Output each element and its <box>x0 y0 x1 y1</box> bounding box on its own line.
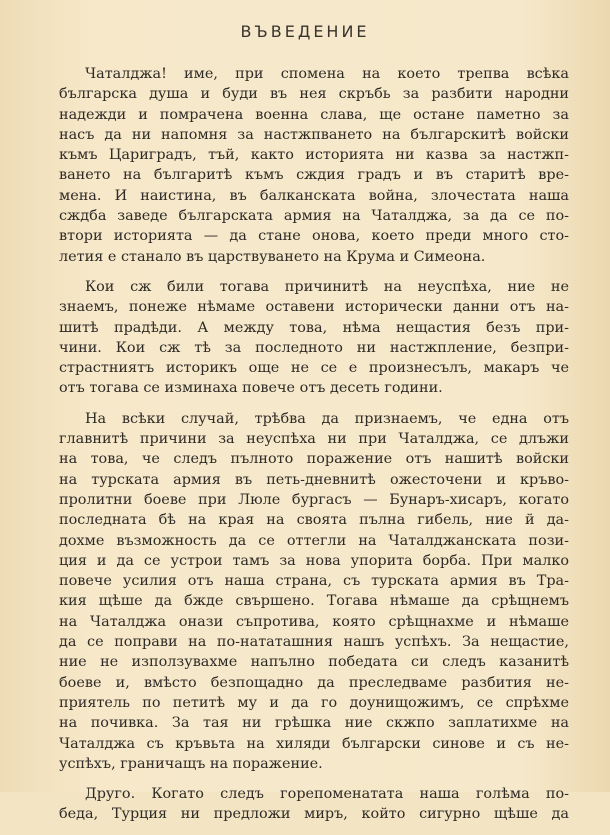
paragraph <box>59 409 569 774</box>
text-line: На всѣки случай, трѣбва да признаемъ, че една отъ <box>85 410 569 427</box>
text-line: последната бѣ на края на своята пълна гибель, ние й да- <box>59 512 569 529</box>
text-line: сждба заведе българската армия на Чаталджа, за да се по- <box>59 208 569 225</box>
text-line: ция и да се устрои тамъ за нова упорита борба. При малко <box>59 552 569 569</box>
text-line: приятель по петитѣ му и да го доунищожимъ, се спрѣхме <box>59 694 569 711</box>
text-line: успѣхъ, граничащъ на поражение. <box>59 755 323 772</box>
text-line: Кои сж били тогава причинитѣ на неуспѣха, ние не <box>85 278 569 295</box>
text-line: ването на българитѣ къмъ сждия градъ и въ старитѣ вре- <box>59 167 569 184</box>
text-line: на почивка. За тая ни грѣшка ние скжпо заплатихме на <box>59 715 569 732</box>
text-line: беда, Турция ни предложи миръ, който сигурно щѣше да <box>59 806 569 823</box>
text-line: на турската армия въ петь-дневнитѣ ожесточени и кръво- <box>59 471 569 488</box>
text-line: мена. И наистина, въ балканската война, злочестата наша <box>59 187 569 204</box>
text-line: надежди и помрачена военна слава, ще остане паметно за <box>59 106 569 123</box>
paragraph <box>59 784 569 825</box>
text-line: насъ да ни напомня за настжпването на българскитѣ войски <box>59 126 569 143</box>
text-line: Чаталджа съ кръвьта на хиляди български синове и съ не- <box>59 735 569 752</box>
text-line: страстниятъ историкъ още не се е произнесълъ, макаръ че <box>59 360 569 377</box>
text-line: Чаталджа! име, при спомена на което трепва всѣка <box>85 66 569 82</box>
text-line: главнитѣ причини за неуспѣха ни при Чаталджа, се длъжи <box>59 431 569 448</box>
text-line: Друго. Когато следъ горепоменатата наша голѣма по- <box>85 786 569 803</box>
text-line: чини. Кои сж тѣ за последното ни настжпление, безпри- <box>59 339 569 356</box>
text-line: боеве и, вмѣсто безпощадно да преследваме разбития не- <box>59 674 569 691</box>
text-line: пролитни боеве при Люле бургасъ — Бунаръ-хисаръ, когато <box>59 491 569 508</box>
text-line: на Чаталджа онази съпротива, която срѣщнахме и нѣмаше <box>59 613 569 630</box>
text-line: на това, че следъ пълното поражение отъ нашитѣ войски <box>59 451 569 468</box>
paragraph <box>59 64 569 267</box>
text-line: повече усилия отъ наша страна, съ турската армия въ Тра- <box>59 573 569 590</box>
text-line: да се поправи на по-нататашния нашъ успѣхъ. За нещастие, <box>59 634 569 651</box>
text-line: българска душа и буди въ нея скръбь за разбити народни <box>59 86 569 103</box>
chapter-title: ВЪВЕДЕНИЕ <box>240 22 370 41</box>
text-line: знаемъ, понеже нѣмаме оставени исторически данни отъ на- <box>59 299 569 316</box>
text-line: летия е станало въ царствуването на Крума и Симеона. <box>59 248 486 265</box>
text-line: шитѣ прадѣди. А между това, нѣма нещастия безъ при- <box>59 319 569 336</box>
paragraph <box>59 277 569 399</box>
text-line: къмъ Цариградъ, тъй, както историята ни казва за настжп- <box>59 147 569 164</box>
text-line: отъ тогава се изминаха повече отъ десеть години. <box>59 380 443 397</box>
text-line: кия щѣше да бжде свършено. Тогава нѣмаше да срѣщнемъ <box>59 593 569 610</box>
text-line: втори историята — да стане онова, което преди много сто- <box>59 228 569 245</box>
text-line: дохме възможность да се оттегли на Чаталджанската пози- <box>59 532 569 549</box>
body-text <box>59 64 569 835</box>
text-line: ние не използувахме напълно победата си следъ казанитѣ <box>59 654 569 671</box>
